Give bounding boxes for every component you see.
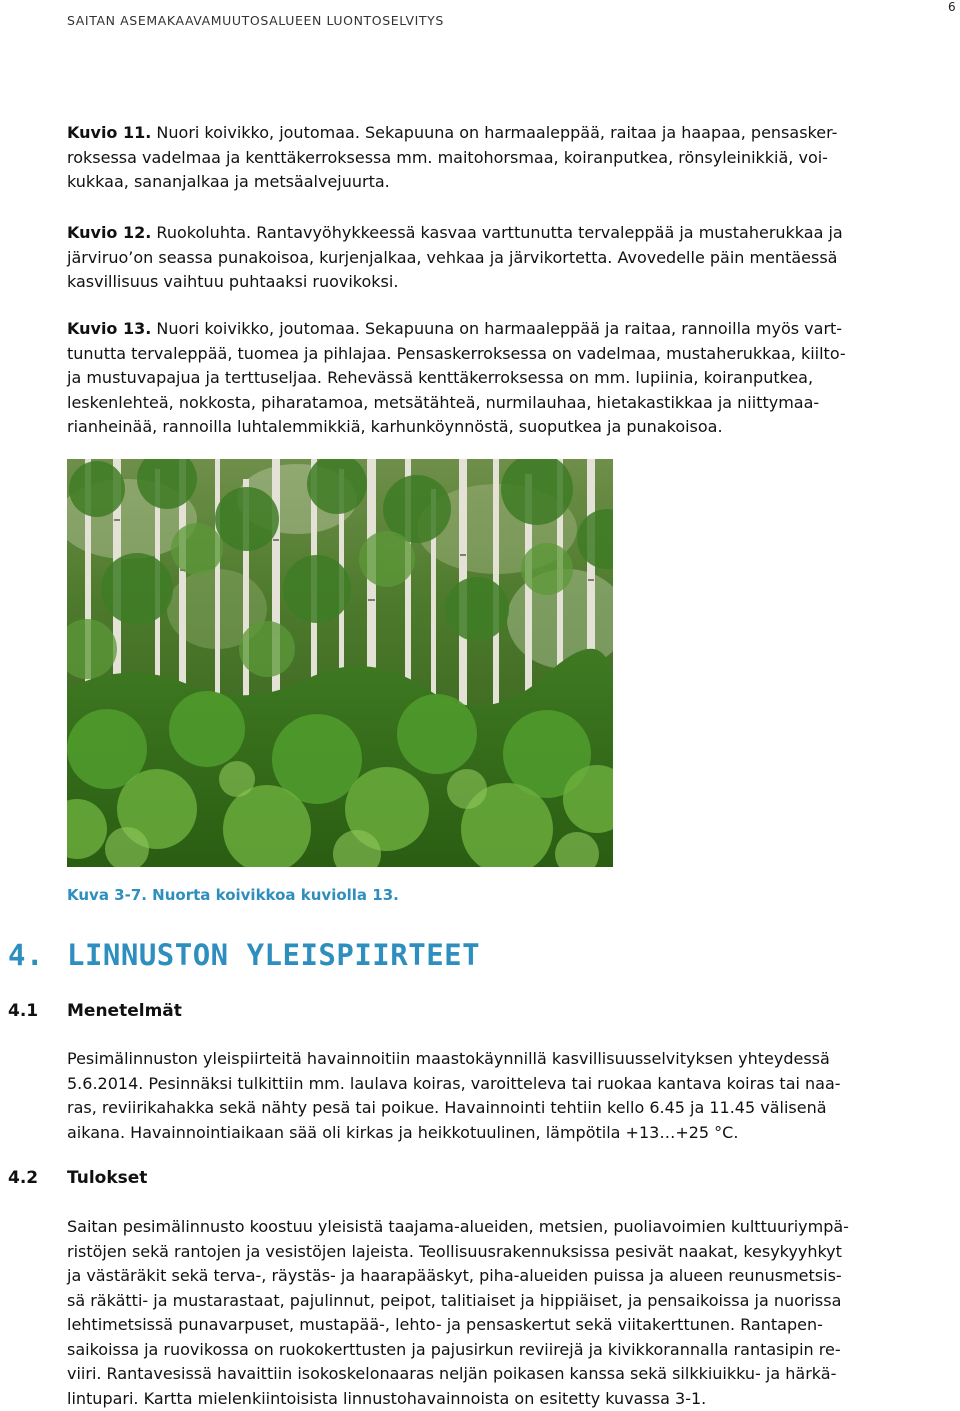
kuvio-13-line-4: leskenlehteä, nokkosta, piharatamoa, metsätähteä, nurmilauhaa, hietakastikkaa ja niittymaa- — [67, 391, 953, 416]
running-header: SAITAN ASEMAKAAVAMUUTOSALUEEN LUONTOSELVITYS — [67, 13, 444, 28]
figure-caption: Kuva 3-7. Nuorta koivikkoa kuviolla 13. — [67, 886, 399, 904]
section-4-2-line-2: ristöjen sekä rantojen ja vesistöjen lajeista. Teollisuusrakennuksissa pesivät naakat, kesykyyhkyt — [67, 1240, 953, 1265]
section-4-2-line-4: sä räkätti- ja mustarastaat, pajulinnut, peipot, talitiaiset ja hippiäiset, ja pensaikoissa ja nuorissa — [67, 1289, 953, 1314]
forest-photo-illustration — [67, 459, 613, 867]
kuvio-13-line-2: tunutta tervaleppää, tuomea ja pihlajaa. Pensaskerroksessa on vadelmaa, mustaherukkaa, kiilto- — [67, 342, 953, 367]
section-4-2-line-1: Saitan pesimälinnusto koostuu yleisistä taajama-alueiden, metsien, puoliavoimien kulttuuriympä- — [67, 1215, 953, 1240]
kuvio-13-line-5: rianheinää, rannoilla luhtalemmikkiä, karhunköynnöstä, suoputkea ja punakoisoa. — [67, 415, 953, 440]
kuvio-11-line-1: Kuvio 11. Nuori koivikko, joutomaa. Sekapuuna on harmaaleppää, raitaa ja haapaa, pensasker- — [67, 121, 953, 146]
kuvio-11-label: Kuvio 11. — [67, 123, 151, 142]
kuvio-13-paragraph — [67, 317, 953, 440]
section-4-heading — [8, 938, 480, 972]
kuvio-11-line-2: roksessa vadelmaa ja kenttäkerroksessa mm. maitohorsmaa, koiranputkea, rönsyleinikkiä, voi- — [67, 146, 953, 171]
kuvio-12-label: Kuvio 12. — [67, 223, 151, 242]
section-4-1-line-1: Pesimälinnuston yleispiirteitä havainnoitiin maastokäynnillä kasvillisuusselvityksen yhteydessä — [67, 1047, 953, 1072]
forest-photo — [67, 459, 613, 867]
section-4-1-heading — [8, 1001, 182, 1021]
section-4-1-line-4: aikana. Havainnointiaikaan sää oli kirkas ja heikkotuulinen, lämpötila +13…+25 °C. — [67, 1121, 953, 1146]
kuvio-13-label: Kuvio 13. — [67, 319, 151, 338]
section-4-2-line-8: lintupari. Kartta mielenkiintoisista linnustohavainnoista on esitetty kuvassa 3-1. — [67, 1387, 953, 1411]
kuvio-11-paragraph — [67, 121, 953, 195]
kuvio-12-paragraph — [67, 221, 953, 295]
page-number: 6 — [948, 0, 956, 14]
section-4-1-line-2: 5.6.2014. Pesinnäksi tulkittiin mm. laulava koiras, varoitteleva tai ruokaa kantava koiras tai naa- — [67, 1072, 953, 1097]
section-4-2-heading — [8, 1168, 147, 1188]
kuvio-13-line-1: Kuvio 13. Nuori koivikko, joutomaa. Sekapuuna on harmaaleppää ja raitaa, rannoilla myös vart- — [67, 317, 953, 342]
kuvio-12-line-1: Kuvio 12. Ruokoluhta. Rantavyöhykkeessä kasvaa varttunutta tervaleppää ja mustaherukkaa ja — [67, 221, 953, 246]
kuvio-13-line-3: ja mustuvapajua ja terttuseljaa. Rehevässä kenttäkerroksessa on mm. lupiinia, koiranputkea, — [67, 366, 953, 391]
kuvio-11-line-3: kukkaa, sananjalkaa ja metsäalvejuurta. — [67, 170, 953, 195]
section-4-title: LINNUSTON YLEISPIIRTEET — [67, 938, 480, 972]
section-4-2-paragraph — [67, 1215, 953, 1411]
section-4-2-line-6: saikoissa ja ruovikossa on ruokokerttusten ja pajusirkun reviirejä ja kivikkorannalla rantasipin re- — [67, 1338, 953, 1363]
section-4-number: 4. — [8, 938, 67, 972]
kuvio-12-line-2: järviruo’on seassa punakoisoa, kurjenjalkaa, vehkaa ja järvikortetta. Avovedelle päin mentäessä — [67, 246, 953, 271]
section-4-2-line-5: lehtimetsissä punavarpuset, mustapää-, lehto- ja pensaskertut sekä viitakerttunen. Rantapen- — [67, 1313, 953, 1338]
section-4-1-line-3: ras, reviirikahakka sekä nähty pesä tai poikue. Havainnointi tehtiin kello 6.45 ja 11.45 välisenä — [67, 1096, 953, 1121]
section-4-2-line-3: ja västäräkit sekä terva-, räystäs- ja haarapääskyt, piha-alueiden puissa ja alueen reunusmetsis- — [67, 1264, 953, 1289]
section-4-2-title: Tulokset — [67, 1168, 147, 1188]
section-4-1-number: 4.1 — [8, 1001, 67, 1021]
section-4-2-number: 4.2 — [8, 1168, 67, 1188]
section-4-1-title: Menetelmät — [67, 1001, 182, 1021]
kuvio-12-line-3: kasvillisuus vaihtuu puhtaaksi ruovikoksi. — [67, 270, 953, 295]
section-4-1-paragraph — [67, 1047, 953, 1145]
section-4-2-line-7: viiri. Rantavesissä havaittiin isokoskelonaaras neljän poikasen kanssa sekä silkkiuikku- ja härkä- — [67, 1362, 953, 1387]
